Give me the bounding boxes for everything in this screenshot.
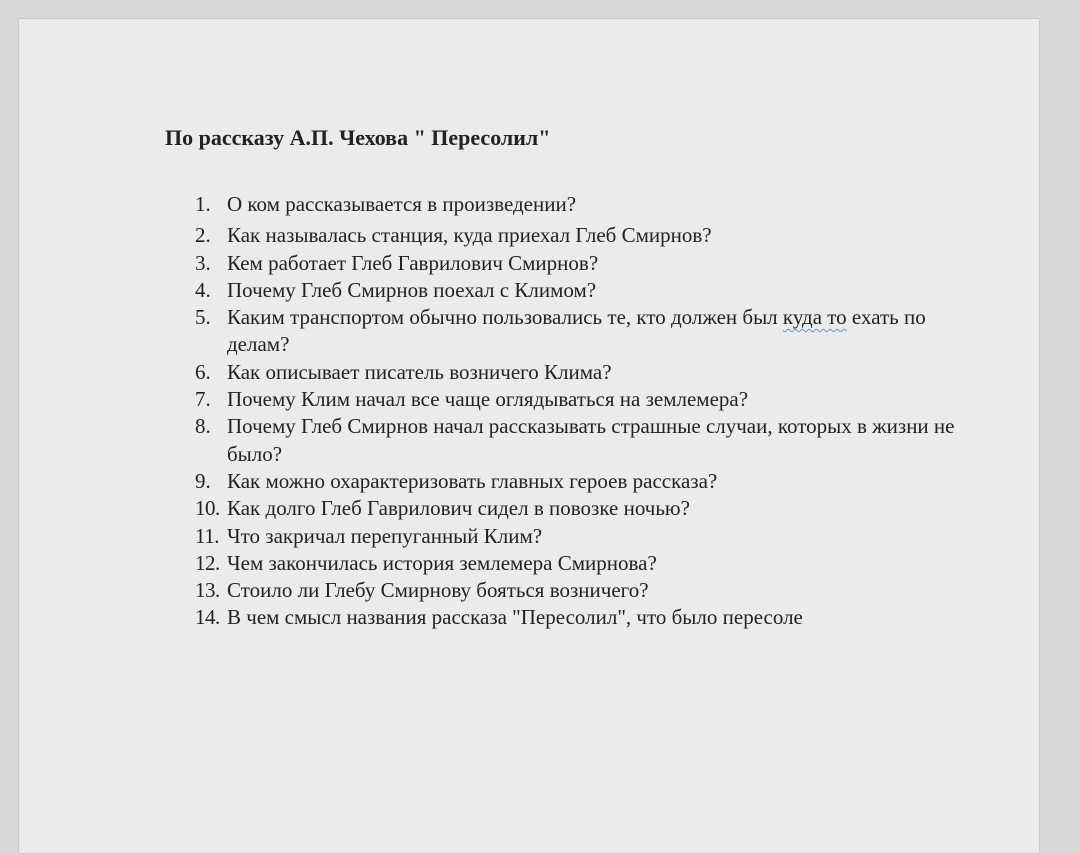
question-number: 6. [195, 359, 211, 384]
question-text: В чем смысл названия рассказа "Пересолил", что было пересоле [227, 605, 803, 630]
question-item [195, 604, 985, 631]
question-text: Стоило ли Глебу Смирнову бояться возничего? [227, 578, 649, 603]
spellcheck-underlined-text: куда то [782, 305, 847, 330]
question-list [195, 191, 985, 632]
question-number: 9. [195, 468, 211, 493]
question-text-part: ехать по делам? [227, 305, 926, 357]
question-item [195, 191, 985, 218]
question-number: 7. [195, 387, 211, 412]
question-number: 4. [195, 277, 211, 302]
question-text: Почему Глеб Смирнов поехал с Климом? [227, 277, 597, 302]
question-text: Чем закончилась история землемера Смирнова? [227, 550, 657, 575]
question-text: Как описывает писатель возничего Клима? [227, 359, 612, 384]
question-number: 14. [195, 605, 220, 630]
question-number: 8. [195, 414, 211, 439]
question-item [195, 222, 985, 249]
question-text: Как называлась станция, куда приехал Глеб Смирнов? [227, 223, 712, 248]
question-text: Как можно охарактеризовать главных героев рассказа? [227, 468, 718, 493]
question-text: Что закричал перепуганный Клим? [227, 523, 543, 548]
question-item [195, 359, 985, 386]
question-number: 12. [195, 550, 220, 575]
question-number: 10. [195, 496, 220, 521]
question-item [195, 304, 985, 359]
question-item [195, 250, 985, 277]
question-item [195, 413, 985, 468]
question-text: Почему Глеб Смирнов начал рассказывать страшные случаи, которых в жизни не было? [227, 414, 955, 466]
question-text: Как долго Глеб Гаврилович сидел в повозке ночью? [227, 496, 690, 521]
question-item [195, 495, 985, 522]
question-text: Кем работает Глеб Гаврилович Смирнов? [227, 250, 599, 275]
question-number: 5. [195, 305, 211, 330]
question-item [195, 277, 985, 304]
question-text: Почему Клим начал все чаще оглядываться на землемера? [227, 387, 749, 412]
document-title: По рассказу А.П. Чехова " Пересолил" [165, 125, 551, 150]
question-item [195, 386, 985, 413]
question-number: 11. [195, 523, 219, 548]
question-number: 13. [195, 578, 220, 603]
question-number: 2. [195, 223, 211, 248]
question-text: О ком рассказывается в произведении? [227, 192, 577, 216]
question-text-part: Каким транспортом обычно пользовались те, кто должен был [227, 305, 783, 330]
question-item [195, 468, 985, 495]
document-page [18, 18, 1040, 854]
question-number: 3. [195, 250, 211, 275]
question-item [195, 523, 985, 550]
question-item [195, 550, 985, 577]
question-item [195, 577, 985, 604]
question-number: 1. [195, 192, 211, 216]
